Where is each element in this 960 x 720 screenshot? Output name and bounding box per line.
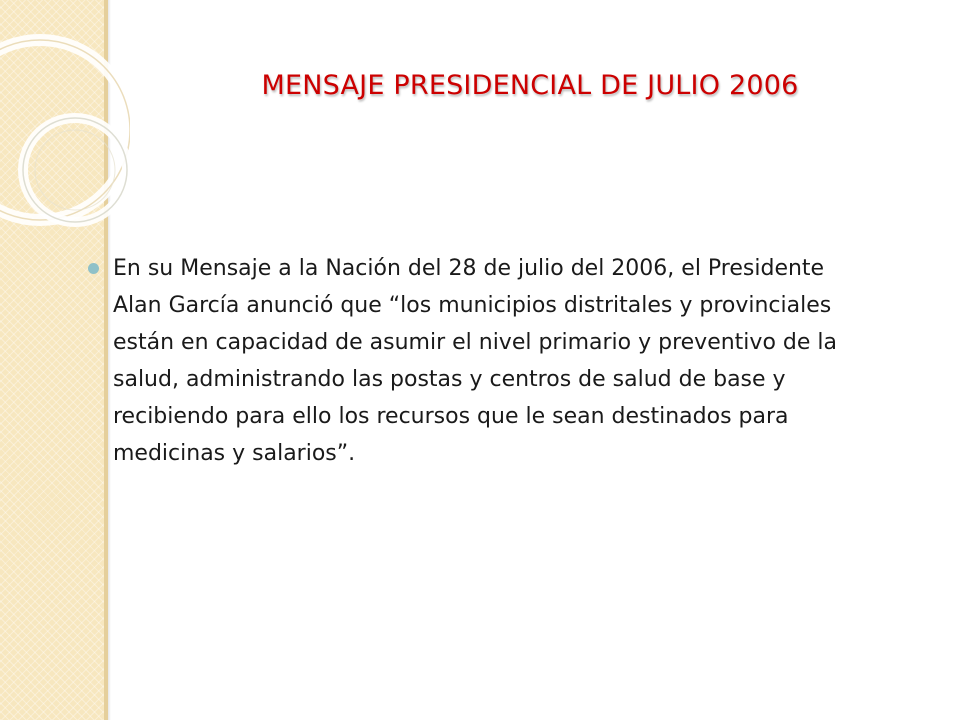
slide-body [88,250,858,472]
bullet-item [88,250,858,472]
bullet-text: En su Mensaje a la Nación del 28 de julio del 2006, el Presidente Alan García anunció que “los municipios distritales y provinciales están en capacidad de asumir el nivel primario y preventivo de la salud, administrando las postas y centros de salud de base y recibiendo para ello los recursos que le sean destinados para medicinas y salarios”. [113,256,837,466]
bullet-dot-icon [88,263,99,274]
slide-title: MENSAJE PRESIDENCIAL DE JULIO 2006 [261,70,799,101]
circle-arcs-decoration [0,0,130,260]
